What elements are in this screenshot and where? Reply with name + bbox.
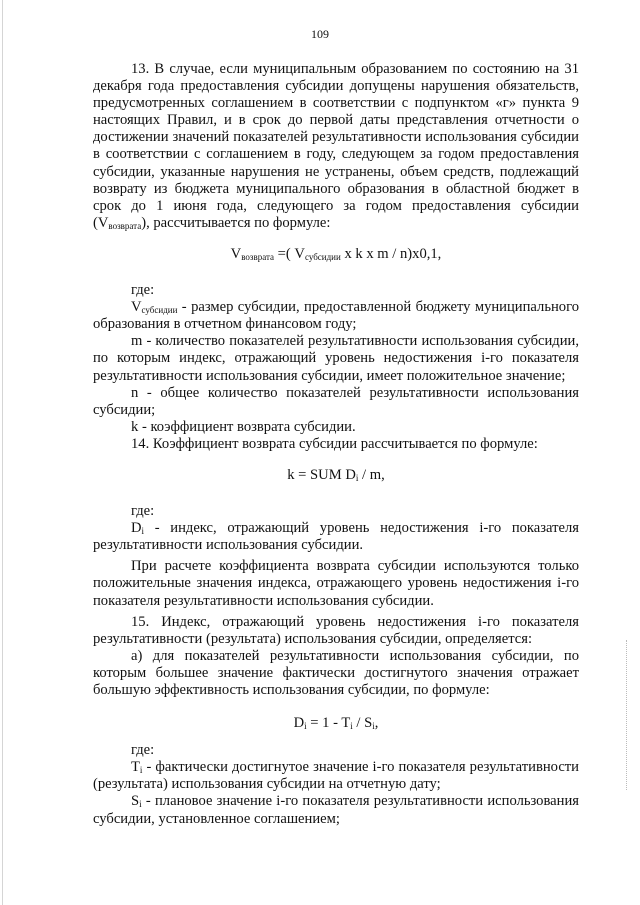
formula-k: k = SUM $D_i$ / m, [287, 466, 385, 483]
paragraph-13: 13. В случае, если муниципальным образованием по состоянию на 31 декабря года предоставления субсидии допущены нарушения обязательств, предусмотренных соглашением в соответствии с подпунктом «г» пункта 9 настоящих Правил, и в срок до первой даты представления отчетности о достижении значений показателей результативности использования субсидии в соответствии с соглашением в году, следующем за годом предоставления субсидии, указанные нарушения не устранены, объем средств, подлежащий возврату из бюджета муниципального образования в областной бюджет в срок до 1 июня года, следующего за годом предоставления субсидии $(V_{возврата})$, рассчитывается по формуле: [93, 61, 579, 231]
paragraph-calculation-note: При расчете коэффициента возврата субсидии используются только положительные значения индекса, отражающего уровень недостижения i-го показателя результативности использования субсидии. [93, 558, 579, 609]
definition-s: $S_i$ - плановое значение i-го показателя результативности использования субсидии, установленное соглашением; [93, 793, 579, 827]
definition-d: $D_i$ - индекс, отражающий уровень недостижения i-го показателя результативности использования субсидии. [93, 520, 579, 554]
where-label-2: где: [131, 503, 155, 520]
document-body [93, 61, 579, 828]
formula-d: $D_i = 1 - T_i / S_i$, [293, 715, 379, 732]
definition-t: $T_i$ - фактически достигнутое значение i-го показателя результативности (результата) использования субсидии на отчетную дату; [93, 759, 579, 793]
paragraph-14: 14. Коэффициент возврата субсидии рассчитывается по формуле: [131, 435, 538, 452]
where-label-3: где: [131, 742, 155, 759]
formula-v-return: $V_{возврата}$ =( $V_{субсидии}$ x k x m / n)x0,1, [230, 245, 442, 262]
scan-edge-left [2, 0, 3, 905]
definition-m: m - количество показателей результативности использования субсидии, по которым индекс, отражающий уровень недостижения i-го показателя результативности использования субсидии, имеет положительное значение; [93, 333, 579, 384]
page-number: 109 [311, 27, 329, 41]
paragraph-15a: а) для показателей результативности использования субсидии, по которым большее значение фактически достигнутого значения отражает большую эффективность использования субсидии, по формуле: [93, 647, 579, 698]
paragraph-15: 15. Индекс, отражающий уровень недостижения i-го показателя результативности (результата) использования субсидии, определяется: [93, 613, 579, 647]
definition-v-subsidy: $V_{субсидии}$ - размер субсидии, предоставленной бюджету муниципального образования в отчетном финансовом году; [93, 299, 579, 333]
definition-n: n - общее количество показателей результативности использования субсидии; [93, 384, 579, 418]
where-label-1: где: [131, 282, 155, 299]
scan-edge-right [626, 640, 628, 790]
definition-k: k - коэффициент возврата субсидии. [131, 418, 356, 435]
